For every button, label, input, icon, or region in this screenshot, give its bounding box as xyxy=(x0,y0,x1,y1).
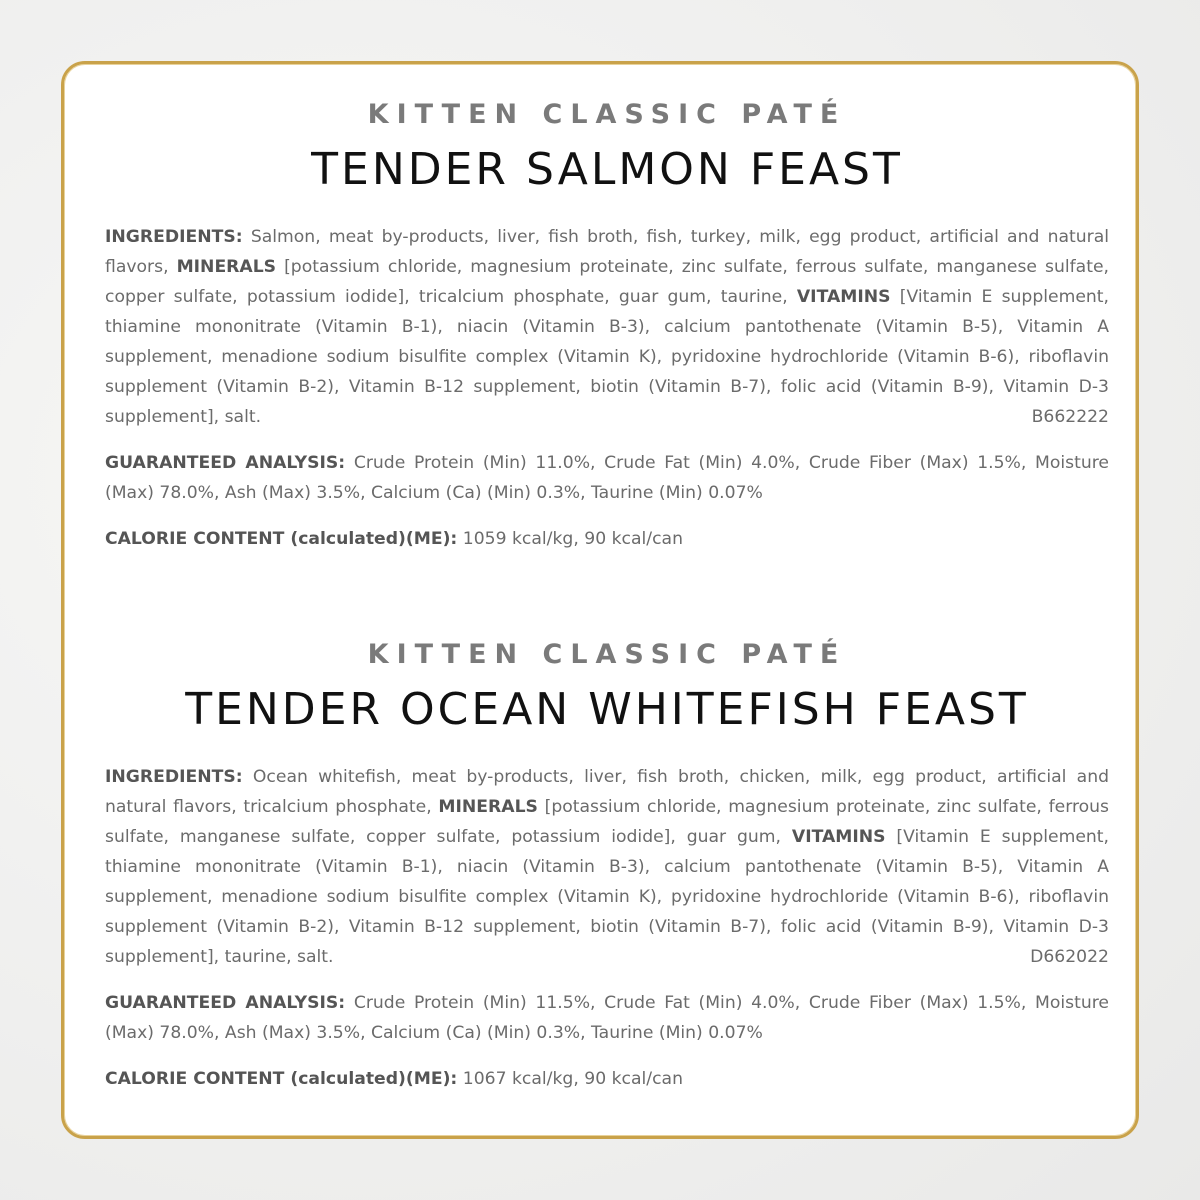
ingredients-text-1: Ocean whitefish, meat by-products, liver, fish broth, chicken, milk, egg product, artificial and natural flavors, tricalcium phosphate, xyxy=(105,767,1110,817)
calorie-label: CALORIE CONTENT (calculated)(ME): xyxy=(105,1069,458,1089)
analysis-label: GUARANTEED ANALYSIS: xyxy=(105,993,346,1013)
product-subtitle: KITTEN CLASSIC PATÉ xyxy=(367,99,847,130)
ingredients-text-3: [Vitamin E supplement, thiamine mononitrate (Vitamin B-1), niacin (Vitamin B-3), calcium pantothenate (Vitamin B-5), Vitamin A supplement, menadione sodium bisulfite complex (Vitamin K), pyridoxine hydrochloride (Vitamin B-6), riboflavin supplement (Vitamin B-2), Vitamin B-12 supplement, biotin (Vitamin B-7), folic acid (Vitamin B-9), Vitamin D-3 supplement], salt. xyxy=(105,287,1109,427)
product-title: TENDER OCEAN WHITEFISH FEAST xyxy=(185,684,1029,735)
guaranteed-analysis xyxy=(105,448,1109,508)
vitamins-label: VITAMINS xyxy=(796,287,891,307)
analysis-text: Crude Protein (Min) 11.0%, Crude Fat (Min) 4.0%, Crude Fiber (Max) 1.5%, Moisture (Max) 78.0%, Ash (Max) 3.5%, Calcium (Ca) (Min) 0.3%, Taurine (Min) 0.07% xyxy=(105,453,1109,503)
ingredients-paragraph xyxy=(105,762,1109,972)
lot-code: B662222 xyxy=(1031,407,1109,427)
product-title: TENDER SALMON FEAST xyxy=(311,144,903,195)
ingredients-label: INGREDIENTS: xyxy=(105,767,243,787)
ingredients-paragraph xyxy=(105,222,1109,432)
ingredients-label: INGREDIENTS: xyxy=(105,227,243,247)
calorie-text: 1059 kcal/kg, 90 kcal/can xyxy=(462,529,683,549)
minerals-label: MINERALS xyxy=(438,797,538,817)
calorie-content xyxy=(105,1064,1109,1094)
analysis-label: GUARANTEED ANALYSIS: xyxy=(105,453,346,473)
analysis-text: Crude Protein (Min) 11.5%, Crude Fat (Min) 4.0%, Crude Fiber (Max) 1.5%, Moisture (Max) 78.0%, Ash (Max) 3.5%, Calcium (Ca) (Min) 0.3%, Taurine (Min) 0.07% xyxy=(105,993,1109,1043)
calorie-text: 1067 kcal/kg, 90 kcal/can xyxy=(462,1069,683,1089)
minerals-label: MINERALS xyxy=(176,257,277,277)
ingredients-text-1: Salmon, meat by-products, liver, fish broth, fish, turkey, milk, egg product, artificial and natural flavors, xyxy=(105,227,1110,277)
product-subtitle: KITTEN CLASSIC PATÉ xyxy=(367,639,847,670)
ingredients-text-2: [potassium chloride, magnesium proteinate, zinc sulfate, ferrous sulfate, manganese sulfate, copper sulfate, potassium iodide], tricalcium phosphate, guar gum, taurine, xyxy=(105,257,1109,307)
ingredients-text-2: [potassium chloride, magnesium proteinate, zinc sulfate, ferrous sulfate, manganese sulfate, copper sulfate, potassium iodide], guar gum, xyxy=(105,797,1110,847)
guaranteed-analysis xyxy=(105,988,1109,1048)
calorie-label: CALORIE CONTENT (calculated)(ME): xyxy=(105,529,458,549)
vitamins-label: VITAMINS xyxy=(791,827,886,847)
lot-code: D662022 xyxy=(1030,947,1109,967)
ingredients-text-3: [Vitamin E supplement, thiamine mononitrate (Vitamin B-1), niacin (Vitamin B-3), calcium pantothenate (Vitamin B-5), Vitamin A supplement, menadione sodium bisulfite complex (Vitamin K), pyridoxine hydrochloride (Vitamin B-6), riboflavin supplement (Vitamin B-2), Vitamin B-12 supplement, biotin (Vitamin B-7), folic acid (Vitamin B-9), Vitamin D-3 supplement], taurine, salt. xyxy=(105,827,1109,967)
product-section-salmon xyxy=(105,96,1109,554)
calorie-content xyxy=(105,524,1109,554)
product-section-whitefish xyxy=(105,636,1109,1094)
